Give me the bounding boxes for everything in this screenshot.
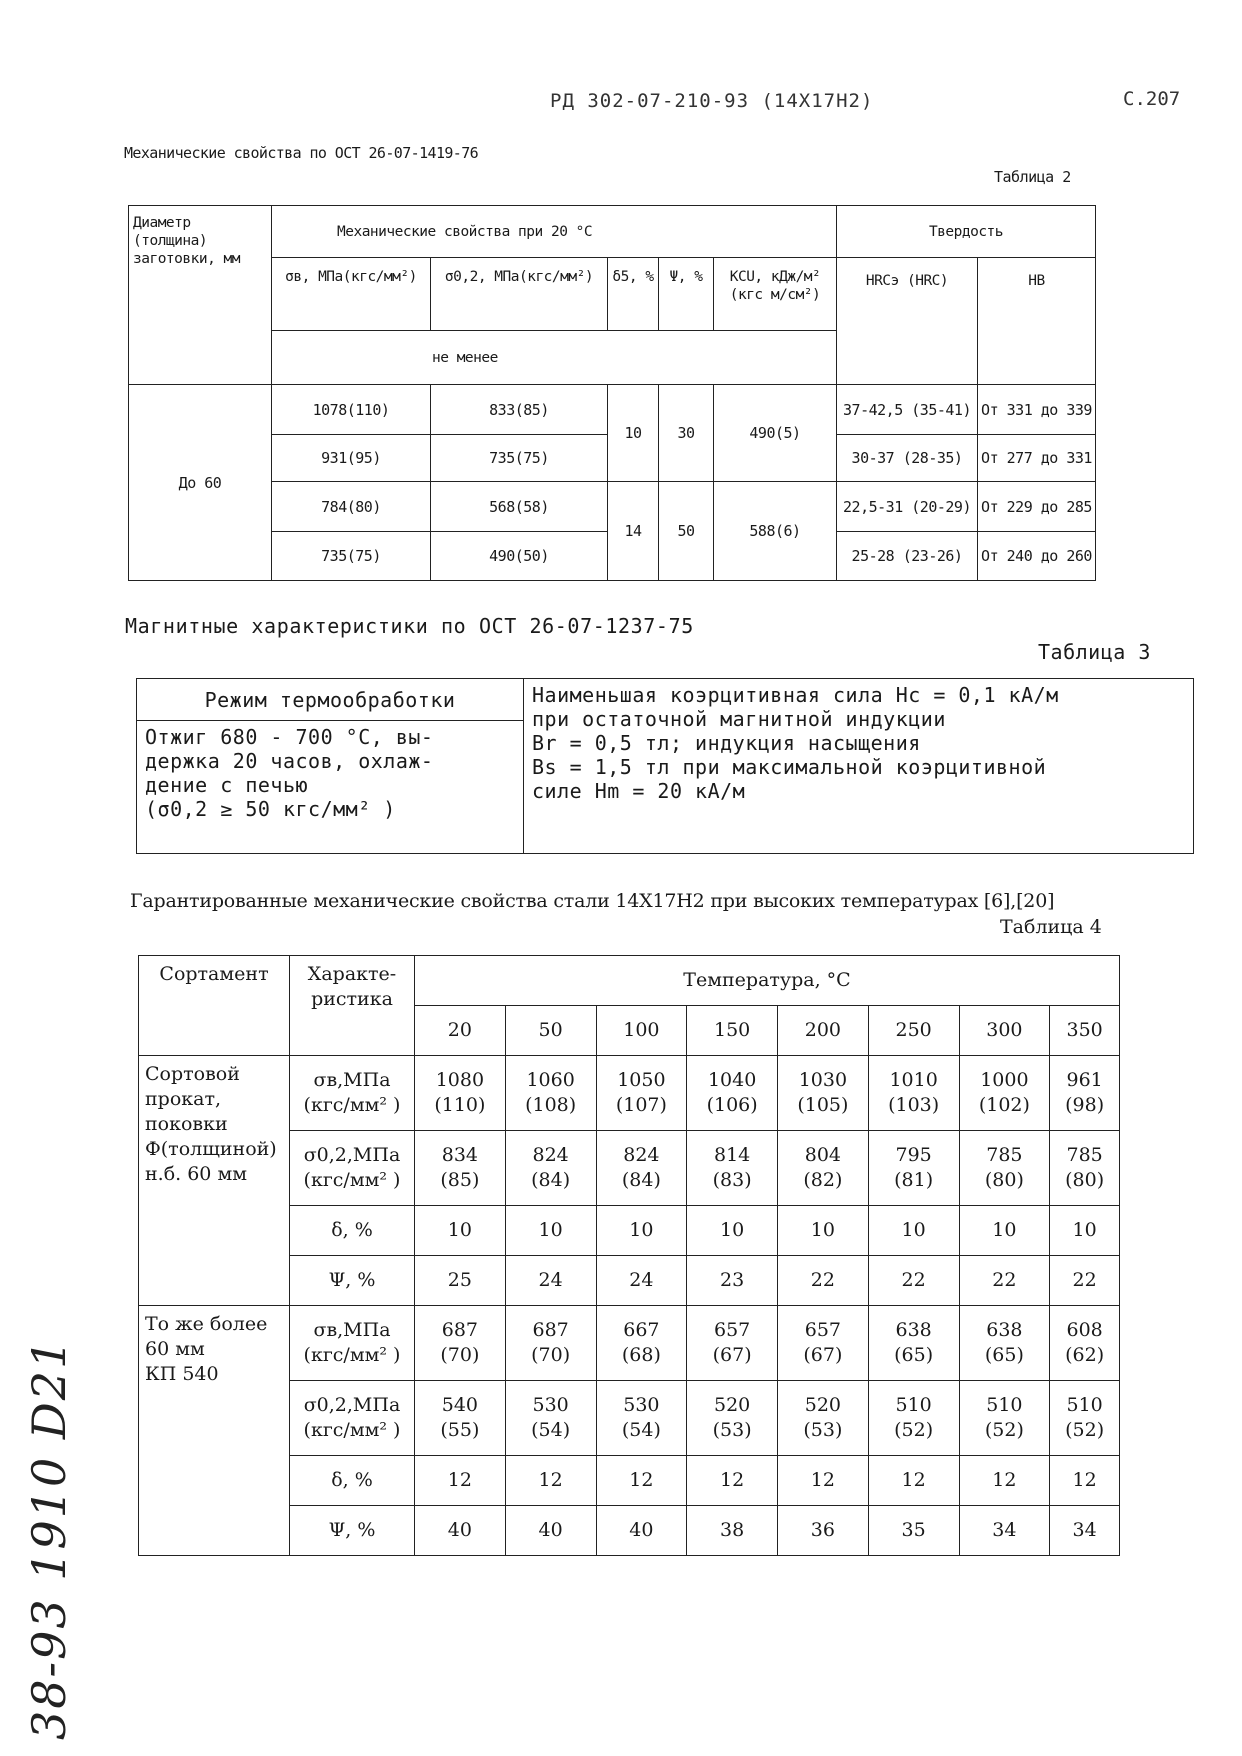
row-label: δ, %: [290, 1206, 415, 1256]
value-cell: 12: [778, 1456, 869, 1506]
col-sigma-b: σв, МПа(кгс/мм²): [272, 258, 431, 331]
value-line: 520: [713, 1394, 751, 1416]
row-label: Ψ, %: [290, 1506, 415, 1556]
value-line: 1050: [617, 1069, 666, 1091]
value-line: 1010: [889, 1069, 938, 1091]
col-psi: Ψ, %: [659, 258, 714, 331]
cell-hb: От 277 до 331: [978, 435, 1096, 482]
text-line: (кгс/мм² ): [303, 1094, 401, 1116]
section1-title: Механические свойства по ОСТ 26-07-1419-76: [124, 144, 479, 162]
value-line: 657: [804, 1319, 841, 1341]
text-line: силе Нm = 20 кА/м: [532, 779, 746, 803]
text-line: прокат,: [145, 1088, 222, 1110]
cell-hrc: 25-28 (23-26): [837, 532, 978, 581]
value-line: (107): [615, 1094, 667, 1116]
value-line: 510: [895, 1394, 932, 1416]
value-line: 1080: [435, 1069, 485, 1091]
cell-hb: От 331 до 339: [978, 385, 1096, 435]
value-cell: [596, 1306, 687, 1381]
text-line: σ0,2,МПа: [303, 1394, 401, 1416]
value-line: (67): [712, 1344, 752, 1366]
temp-header: 300: [959, 1006, 1050, 1056]
value-cell: [959, 1131, 1050, 1206]
value-line: (68): [621, 1344, 661, 1366]
text-line: Характе-: [307, 963, 397, 985]
value-cell: [505, 1306, 596, 1381]
value-cell: 34: [959, 1506, 1050, 1556]
value-cell: 23: [687, 1256, 778, 1306]
cell-hrc: 22,5-31 (20-29): [837, 482, 978, 532]
value-cell: [596, 1131, 687, 1206]
value-line: (83): [712, 1169, 752, 1191]
value-line: 961: [1066, 1069, 1103, 1091]
text-line: н.б. 60 мм: [145, 1163, 247, 1185]
value-line: (110): [434, 1094, 486, 1116]
text-line: σв,МПа: [313, 1319, 391, 1341]
value-cell: 35: [868, 1506, 959, 1556]
value-line: (53): [712, 1419, 752, 1441]
group-label: [139, 1306, 290, 1556]
value-cell: 10: [687, 1206, 778, 1256]
heat-treatment-text: [137, 721, 524, 854]
text-line: (кгс/мм² ): [303, 1169, 401, 1191]
table-high-temperature-properties: [138, 955, 1120, 1556]
value-line: (80): [984, 1169, 1024, 1191]
value-line: 1040: [707, 1069, 757, 1091]
value-line: 638: [986, 1319, 1023, 1341]
col-hrc: НRCэ (HRC): [837, 258, 978, 385]
value-cell: 24: [596, 1256, 687, 1306]
value-cell: 12: [505, 1456, 596, 1506]
row-label: [290, 1306, 415, 1381]
value-cell: [1050, 1131, 1120, 1206]
value-line: (55): [440, 1419, 480, 1441]
value-line: 785: [1066, 1144, 1103, 1166]
value-cell: [415, 1306, 506, 1381]
value-line: (82): [803, 1169, 843, 1191]
value-cell: [687, 1306, 778, 1381]
row-label: [290, 1381, 415, 1456]
text-line: (кгс/мм² ): [303, 1344, 401, 1366]
value-line: 687: [441, 1319, 478, 1341]
cell-delta: 10: [608, 385, 659, 482]
value-line: 795: [895, 1144, 932, 1166]
temp-header: 150: [687, 1006, 778, 1056]
cell-sigma-02: 735(75): [431, 435, 608, 482]
col-kcu: КСU, кДж/м² (кгс м/см²): [714, 258, 837, 331]
value-line: 510: [1066, 1394, 1103, 1416]
cell-hrc: 30-37 (28-35): [837, 435, 978, 482]
col-heat-treatment: Режим термообработки: [137, 679, 524, 721]
value-cell: [868, 1306, 959, 1381]
cell-psi: 30: [659, 385, 714, 482]
value-cell: 24: [505, 1256, 596, 1306]
value-line: (67): [803, 1344, 843, 1366]
cell-kcu: 490(5): [714, 385, 837, 482]
text-line: Сортовой: [145, 1063, 240, 1085]
value-cell: 10: [868, 1206, 959, 1256]
value-line: (52): [984, 1419, 1024, 1441]
value-cell: 12: [868, 1456, 959, 1506]
value-cell: [959, 1056, 1050, 1131]
table4-label: Таблица 4: [1000, 916, 1102, 938]
value-cell: [959, 1381, 1050, 1456]
value-cell: 12: [596, 1456, 687, 1506]
value-cell: [505, 1056, 596, 1131]
value-line: 804: [804, 1144, 841, 1166]
cell-sigma-b: 735(75): [272, 532, 431, 581]
value-cell: 10: [415, 1206, 506, 1256]
value-line: 608: [1066, 1319, 1103, 1341]
value-line: (62): [1065, 1344, 1105, 1366]
text-line: КП 540: [145, 1363, 219, 1385]
col-characteristic: [290, 956, 415, 1056]
value-line: 1000: [980, 1069, 1029, 1091]
value-cell: [687, 1131, 778, 1206]
text-line: То же более: [145, 1313, 268, 1335]
cell-hrc: 37-42,5 (35-41): [837, 385, 978, 435]
value-line: 687: [532, 1319, 569, 1341]
value-cell: [778, 1306, 869, 1381]
value-line: (65): [894, 1344, 934, 1366]
value-line: 1060: [526, 1069, 575, 1091]
text-line: (σ0,2 ≥ 50 кгс/мм² ): [145, 797, 396, 821]
section2-title: Магнитные характеристики по ОСТ 26-07-1237-75: [125, 614, 694, 638]
document-code: РД 302-07-210-93 (14Х17Н2): [550, 90, 874, 112]
value-cell: [778, 1381, 869, 1456]
value-line: (52): [1065, 1419, 1105, 1441]
value-line: 824: [532, 1144, 569, 1166]
value-cell: 34: [1050, 1506, 1120, 1556]
text-line: 60 мм: [145, 1338, 205, 1360]
value-line: (53): [803, 1419, 843, 1441]
value-line: (103): [888, 1094, 940, 1116]
value-cell: 12: [415, 1456, 506, 1506]
temp-header: 250: [868, 1006, 959, 1056]
value-line: 638: [895, 1319, 932, 1341]
text-line: Ф(толщиной): [145, 1138, 277, 1160]
value-cell: 10: [1050, 1206, 1120, 1256]
text-line: ристика: [311, 988, 393, 1010]
value-line: (81): [894, 1169, 934, 1191]
col-temperature: Температура, °С: [415, 956, 1120, 1006]
value-line: 530: [623, 1394, 660, 1416]
text-line: дение с печью: [145, 773, 309, 797]
value-cell: [415, 1381, 506, 1456]
value-cell: 22: [868, 1256, 959, 1306]
table-magnetic-properties: [136, 678, 1194, 854]
value-line: 530: [532, 1394, 569, 1416]
value-cell: [1050, 1056, 1120, 1131]
text-line: держка 20 часов, охлаж-: [145, 749, 434, 773]
value-cell: [778, 1131, 869, 1206]
value-line: 785: [986, 1144, 1023, 1166]
value-cell: [687, 1381, 778, 1456]
value-cell: 40: [505, 1506, 596, 1556]
value-cell: [596, 1056, 687, 1131]
text-line: σ0,2,МПа: [303, 1144, 401, 1166]
value-cell: [687, 1056, 778, 1131]
value-line: 667: [623, 1319, 660, 1341]
value-line: 834: [441, 1144, 478, 1166]
value-cell: [505, 1131, 596, 1206]
text-line: Br = 0,5 тл; индукция насыщения: [532, 731, 921, 755]
cell-sigma-b: 1078(110): [272, 385, 431, 435]
value-cell: 12: [1050, 1456, 1120, 1506]
col-sortament: Сортамент: [139, 956, 290, 1056]
text-line: Наименьшая коэрцитивная сила Нс = 0,1 кА/м: [532, 683, 1059, 707]
value-cell: 12: [687, 1456, 778, 1506]
text-line: Отжиг 680 - 700 °С, вы-: [145, 725, 434, 749]
value-cell: 22: [778, 1256, 869, 1306]
col-sigma-02: σ0,2, МПа(кгс/мм²): [431, 258, 608, 331]
cell-sigma-02: 490(50): [431, 532, 608, 581]
table2-label: Таблица 2: [994, 168, 1071, 186]
row-label: Ψ, %: [290, 1256, 415, 1306]
value-cell: 10: [596, 1206, 687, 1256]
cell-psi: 50: [659, 482, 714, 581]
cell-sigma-02: 833(85): [431, 385, 608, 435]
value-line: (106): [706, 1094, 758, 1116]
value-cell: [596, 1381, 687, 1456]
table3-label: Таблица 3: [1038, 640, 1151, 664]
value-line: (65): [984, 1344, 1024, 1366]
text-line: при остаточной магнитной индукции: [532, 707, 946, 731]
value-cell: [415, 1131, 506, 1206]
cell-hb: От 240 до 260: [978, 532, 1096, 581]
text-line: σв,МПа: [313, 1069, 391, 1091]
value-cell: 22: [1050, 1256, 1120, 1306]
text-line: Bs = 1,5 тл при максимальной коэрцитивной: [532, 755, 1047, 779]
temp-header: 50: [505, 1006, 596, 1056]
temp-header: 200: [778, 1006, 869, 1056]
text-line: поковки: [145, 1113, 228, 1135]
value-cell: [1050, 1381, 1120, 1456]
value-line: 824: [623, 1144, 660, 1166]
value-line: 510: [986, 1394, 1023, 1416]
row-label: [290, 1131, 415, 1206]
value-line: (70): [531, 1344, 571, 1366]
value-cell: 38: [687, 1506, 778, 1556]
temp-header: 350: [1050, 1006, 1120, 1056]
value-cell: 25: [415, 1256, 506, 1306]
value-cell: 22: [959, 1256, 1050, 1306]
value-cell: [868, 1381, 959, 1456]
value-line: (84): [531, 1169, 571, 1191]
value-cell: [505, 1381, 596, 1456]
cell-delta: 14: [608, 482, 659, 581]
value-line: (54): [621, 1419, 661, 1441]
value-cell: [778, 1056, 869, 1131]
col-hardness-group: Твердость: [837, 206, 1096, 258]
value-cell: 36: [778, 1506, 869, 1556]
col-diameter: Диаметр (толщина) заготовки, мм: [129, 206, 272, 385]
cell-kcu: 588(6): [714, 482, 837, 581]
value-line: (108): [525, 1094, 577, 1116]
value-cell: [868, 1056, 959, 1131]
cell-hb: От 229 до 285: [978, 482, 1096, 532]
value-cell: 40: [596, 1506, 687, 1556]
row-label: [290, 1056, 415, 1131]
value-cell: 12: [959, 1456, 1050, 1506]
diameter-value: До 60: [129, 385, 272, 581]
page-number: С.207: [1123, 88, 1181, 110]
temp-header: 100: [596, 1006, 687, 1056]
cell-sigma-b: 784(80): [272, 482, 431, 532]
cell-sigma-b: 931(95): [272, 435, 431, 482]
col-hb: HB: [978, 258, 1096, 385]
table-mechanical-properties: [128, 205, 1096, 581]
col-mech-group: Механические свойства при 20 °С: [272, 206, 837, 258]
value-cell: 10: [505, 1206, 596, 1256]
value-line: (85): [440, 1169, 480, 1191]
value-cell: [1050, 1306, 1120, 1381]
value-line: (98): [1065, 1094, 1105, 1116]
text-line: (кгс/мм² ): [303, 1419, 401, 1441]
value-cell: 40: [415, 1506, 506, 1556]
not-less-label: не менее: [272, 331, 837, 385]
value-line: (84): [621, 1169, 661, 1191]
value-line: (102): [978, 1094, 1030, 1116]
value-cell: 10: [778, 1206, 869, 1256]
value-cell: [959, 1306, 1050, 1381]
handwritten-margin-note: 38-93 1910 D21: [22, 1337, 76, 1740]
group-label: [139, 1056, 290, 1306]
value-line: 814: [713, 1144, 751, 1166]
value-line: 1030: [798, 1069, 848, 1091]
value-line: (105): [797, 1094, 849, 1116]
value-line: 540: [441, 1394, 478, 1416]
value-line: 520: [804, 1394, 841, 1416]
value-cell: [415, 1056, 506, 1131]
value-line: (70): [440, 1344, 480, 1366]
value-cell: [868, 1131, 959, 1206]
section3-title: Гарантированные механические свойства стали 14Х17Н2 при высоких температурах [6],[20]: [130, 890, 1055, 912]
value-line: (54): [531, 1419, 571, 1441]
temp-header: 20: [415, 1006, 506, 1056]
magnetic-properties-text: [524, 679, 1194, 854]
value-line: (80): [1065, 1169, 1105, 1191]
value-line: 657: [713, 1319, 751, 1341]
row-label: δ, %: [290, 1456, 415, 1506]
value-cell: 10: [959, 1206, 1050, 1256]
col-delta5: δ5, %: [608, 258, 659, 331]
value-line: (52): [894, 1419, 934, 1441]
cell-sigma-02: 568(58): [431, 482, 608, 532]
